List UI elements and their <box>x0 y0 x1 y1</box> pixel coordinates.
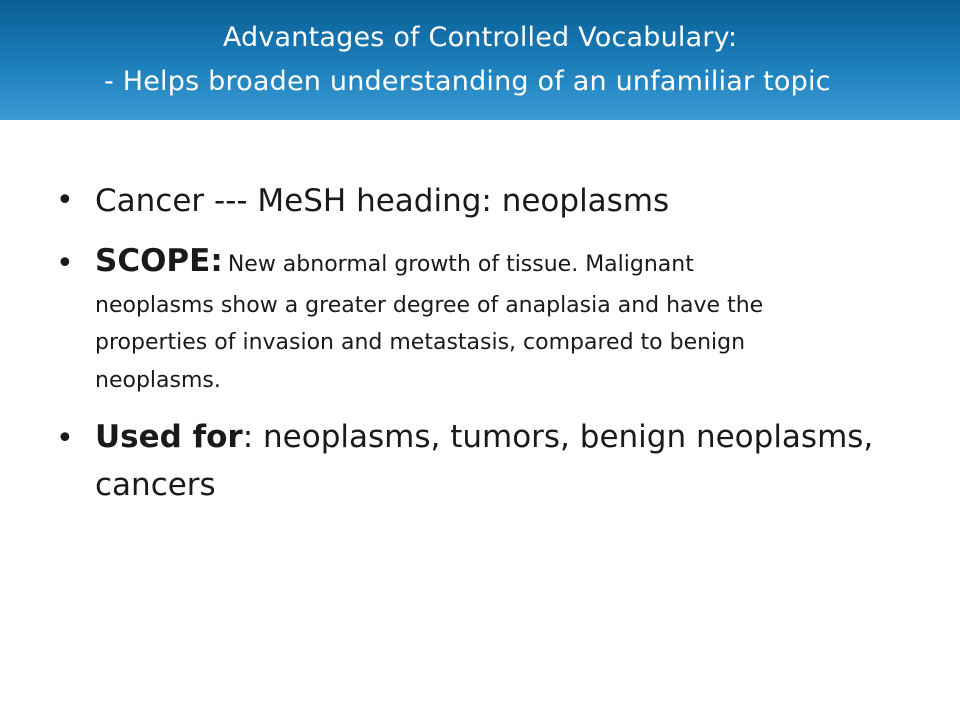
bullet-cancer-heading: Cancer --- MeSH heading: neoplasms <box>95 183 670 219</box>
used-for-text-line: cancers <box>95 467 216 503</box>
used-for-text-line: : neoplasms, tumors, benign neoplasms, <box>242 419 874 455</box>
bullet-used-for-first-line <box>95 419 873 455</box>
bullet-scope-first-line <box>95 243 694 279</box>
slide-title-line-2: - Helps broaden understanding of an unfamiliar topic <box>104 66 831 97</box>
bullet-marker: • <box>56 421 74 456</box>
scope-text-line: properties of invasion and metastasis, compared to benign <box>95 330 746 355</box>
bullet-marker: • <box>56 183 74 218</box>
slide-title-line-1: Advantages of Controlled Vocabulary: <box>222 22 738 53</box>
bullet-marker: • <box>56 246 74 281</box>
scope-label: SCOPE: <box>95 243 223 279</box>
scope-text-line: neoplasms show a greater degree of anaplasia and have the <box>95 293 764 318</box>
scope-text-line: neoplasms. <box>95 368 221 393</box>
scope-text-line: New abnormal growth of tissue. Malignant <box>227 252 694 277</box>
used-for-label: Used for <box>95 419 243 455</box>
